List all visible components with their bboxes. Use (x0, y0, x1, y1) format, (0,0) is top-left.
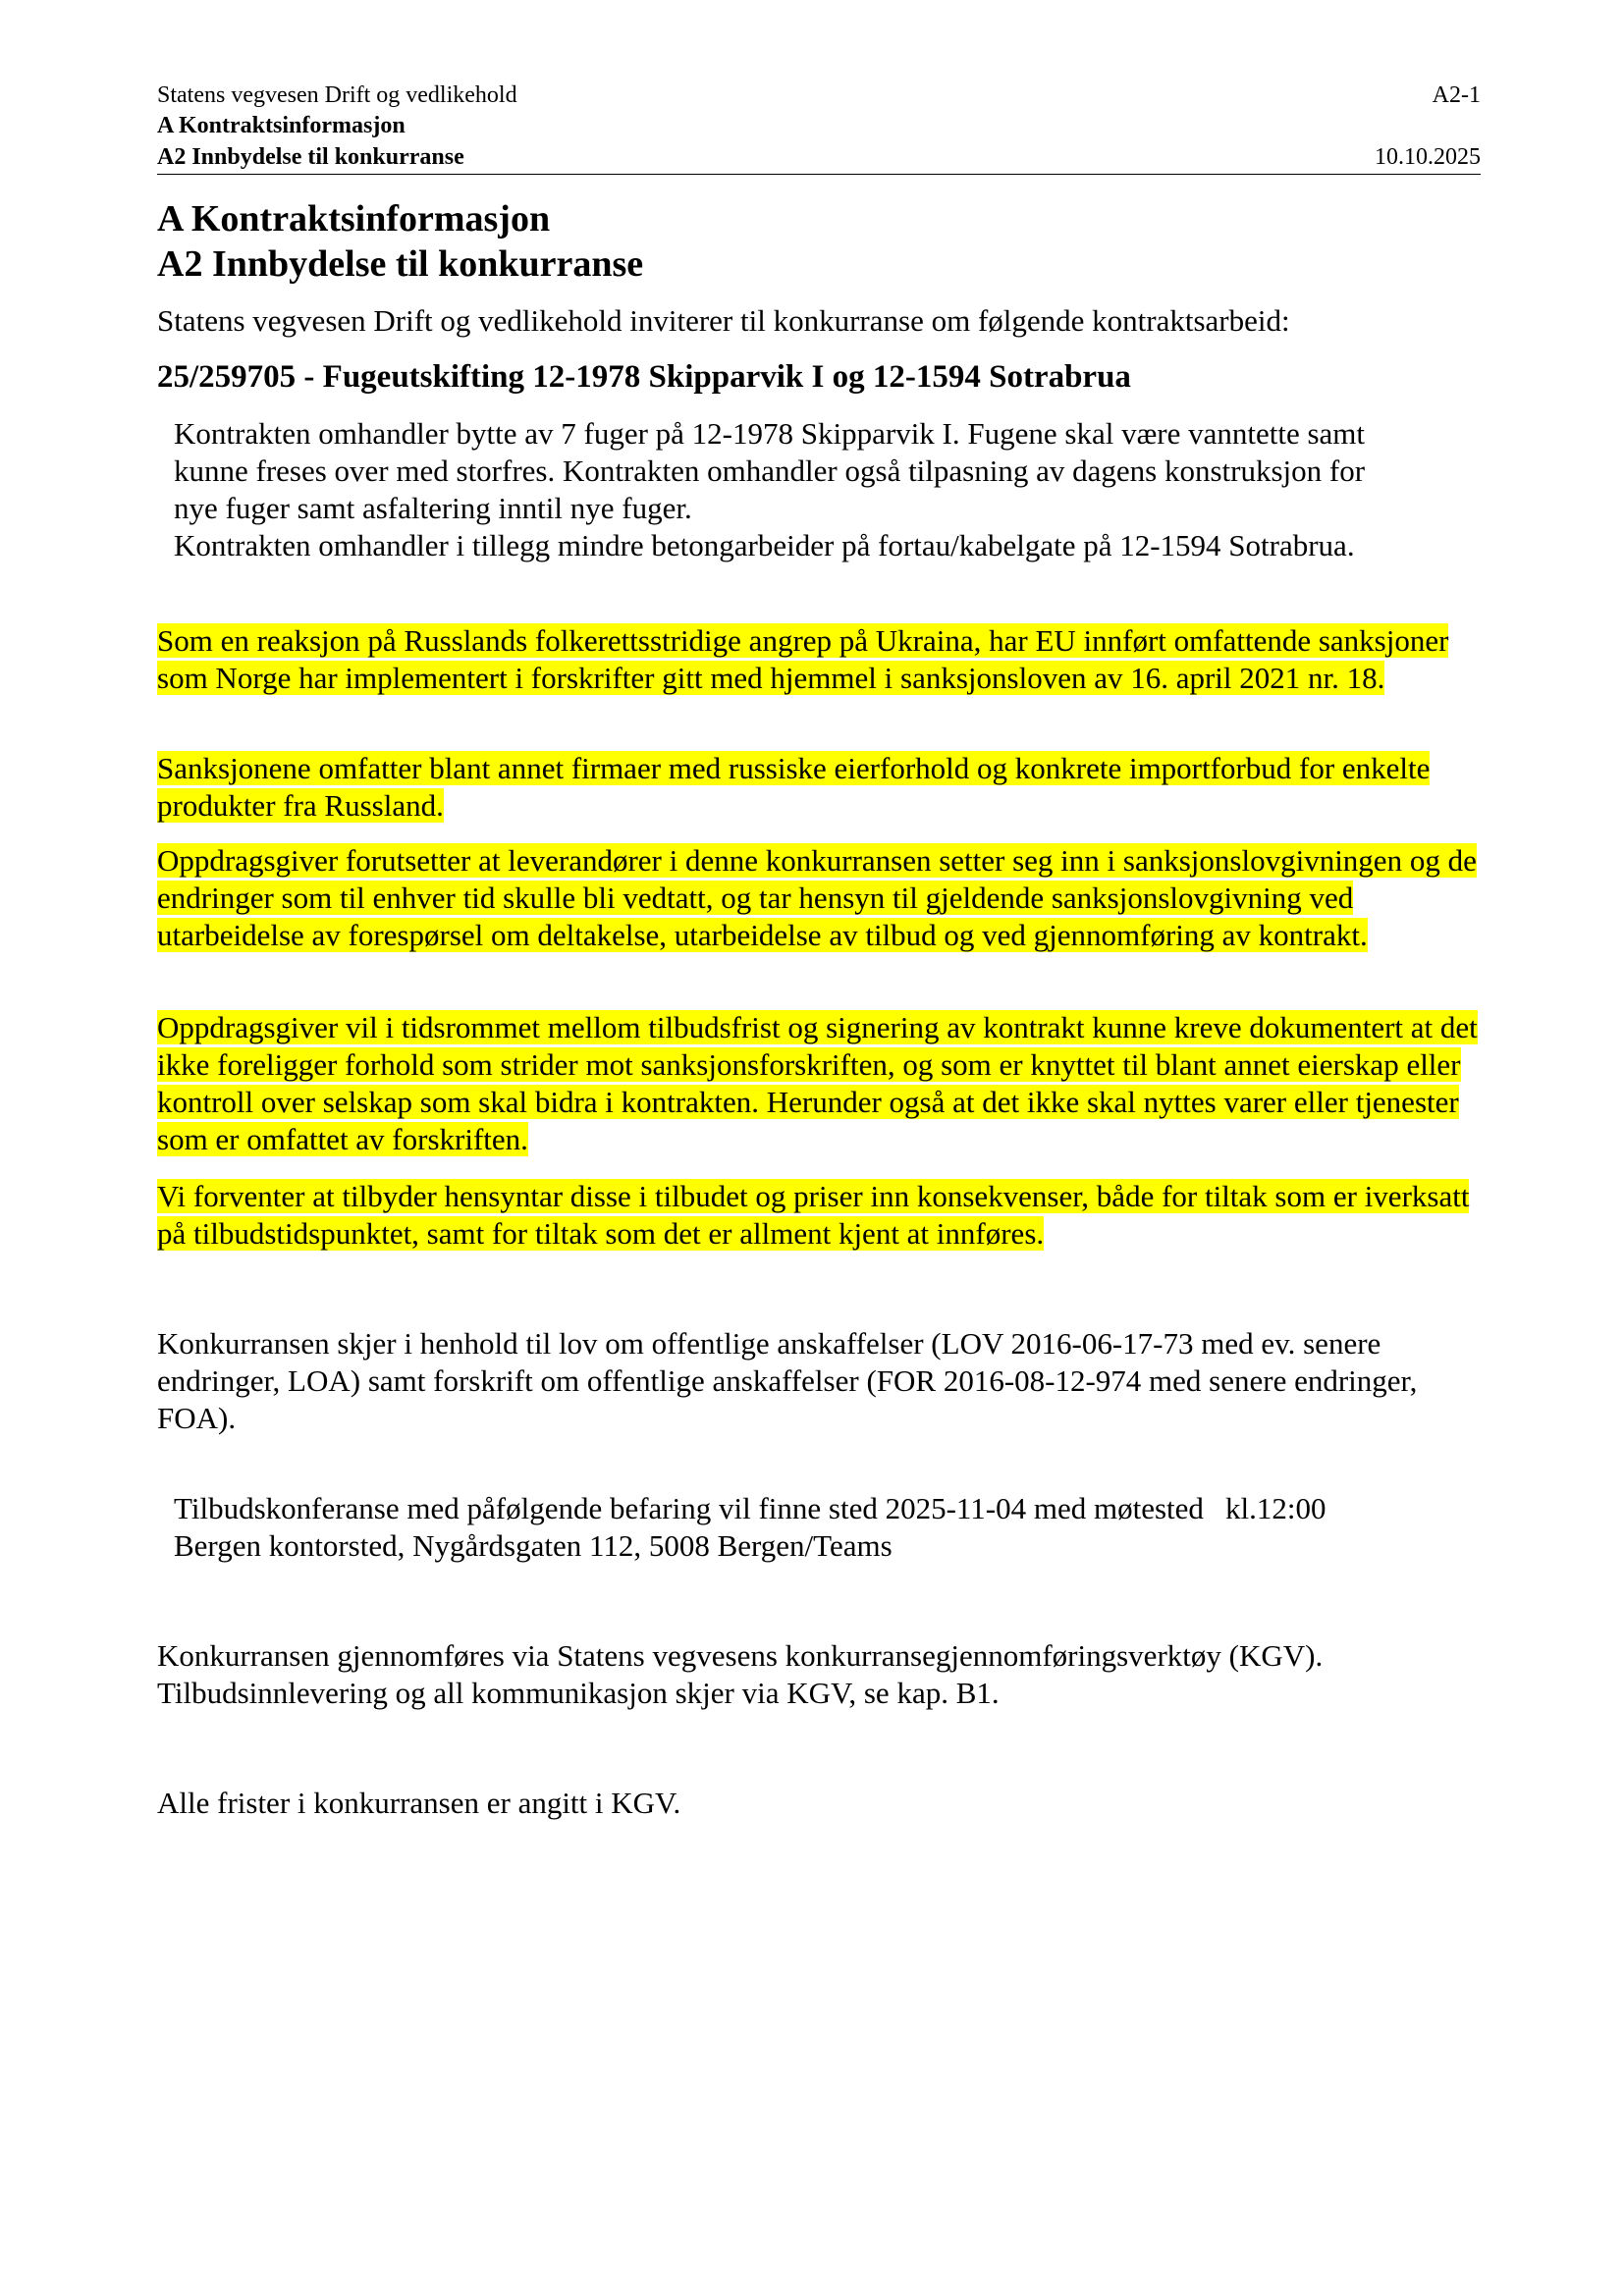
bid-conference-text: Tilbudskonferanse med påfølgende befaring vil finne sted 2025-11-04 med møtested Bergen kontorsted, Nygårdsgaten 112, 5008 Bergen/Teams (174, 1491, 1204, 1563)
highlighted-text: Oppdragsgiver forutsetter at leverandører i denne konkurransen setter seg inn i sanksjonslovgivningen og de endringer som til enhver tid skulle bli vedtatt, og tar hensyn til gjeldende sanksjonslovgivning ved utarbeidelse av forespørsel om deltakelse, utarbeidelse av tilbud og ved gjennomføring av kontrakt. (157, 843, 1477, 952)
description-line: Kontrakten omhandler i tillegg mindre betongarbeider på fortau/kabelgate på 12-1594 Sotrabrua. (174, 528, 1355, 562)
sanctions-paragraph-3 (157, 842, 1492, 954)
header-section: A Kontraktsinformasjon (157, 113, 406, 138)
header-page-number: A2-1 (1432, 82, 1481, 108)
highlighted-text: Sanksjonene omfatter blant annet firmaer med russiske eierforhold og konkrete importforbud for enkelte produkter fra Russland. (157, 751, 1431, 823)
header-row-1 (157, 80, 1481, 110)
header-row-3 (157, 142, 1481, 172)
header-divider (157, 174, 1481, 175)
highlighted-text: Vi forventer at tilbyder hensyntar disse i tilbudet og priser inn konsekvenser, både for tiltak som er iverksatt på tilbudstidspunktet, samt for tiltak som det er allment kjent at innføres. (157, 1179, 1470, 1251)
sanctions-paragraph-1 (157, 622, 1492, 697)
highlighted-text: Oppdragsgiver vil i tidsrommet mellom tilbudsfrist og signering av kontrakt kunne kreve dokumentert at det ikke foreligger forhold som strider mot sanksjonsforskriften, og som er knyttet til blant annet eierskap eller kontroll over selskap som skal bidra i kontrakten. Herunder også at det ikke skal nyttes varer eller tjenester som er omfattet av forskriften. (157, 1010, 1478, 1156)
bid-conference-time: kl.12:00 (1225, 1491, 1326, 1525)
description-line: kunne freses over med storfres. Kontrakten omhandler også tilpasning av dagens konstruksjon for (174, 454, 1366, 488)
legal-basis-text: Konkurransen skjer i henhold til lov om offentlige anskaffelser (LOV 2016-06-17-73 med ev. senere endringer, LOA) samt forskrift om offentlige anskaffelser (FOR 2016-08-12-974 med senere endringer, FOA). (157, 1326, 1418, 1435)
project-title: 25/259705 - Fugeutskifting 12-1978 Skipparvik I og 12-1594 Sotrabrua (157, 359, 1131, 395)
page-subtitle: A2 Innbydelse til konkurranse (157, 243, 644, 285)
header-row-2 (157, 111, 1481, 140)
intro-text: Statens vegvesen Drift og vedlikehold inviterer til konkurranse om følgende kontraktsarbeid: (157, 303, 1290, 338)
header-subsection: A2 Innbydelse til konkurranse (157, 144, 464, 170)
description-line: nye fuger samt asfaltering inntil nye fuger. (174, 491, 692, 525)
header-date: 10.10.2025 (1375, 144, 1481, 170)
page-title: A Kontraktsinformasjon (157, 198, 551, 240)
sanctions-paragraph-2 (157, 750, 1492, 825)
description-line: Kontrakten omhandler bytte av 7 fuger på 12-1978 Skipparvik I. Fugene skal være vanntette samt (174, 416, 1365, 451)
kgv-text: Konkurransen gjennomføres via Statens vegvesens konkurransegjennomføringsverktøy (KGV). Tilbudsinnlevering og all kommunikasjon skjer via KGV, se kap. B1. (157, 1638, 1324, 1710)
sanctions-paragraph-5 (157, 1178, 1492, 1253)
sanctions-paragraph-4 (157, 1009, 1492, 1158)
deadlines-text: Alle frister i konkurransen er angitt i KGV. (157, 1786, 681, 1820)
contract-description (174, 415, 1489, 564)
header-org: Statens vegvesen Drift og vedlikehold (157, 82, 517, 108)
highlighted-text: Som en reaksjon på Russlands folkerettsstridige angrep på Ukraina, har EU innført omfattende sanksjoner som Norge har implementert i forskrifter gitt med hjemmel i sanksjonsloven av 16. april 2021 nr. 18. (157, 623, 1449, 695)
